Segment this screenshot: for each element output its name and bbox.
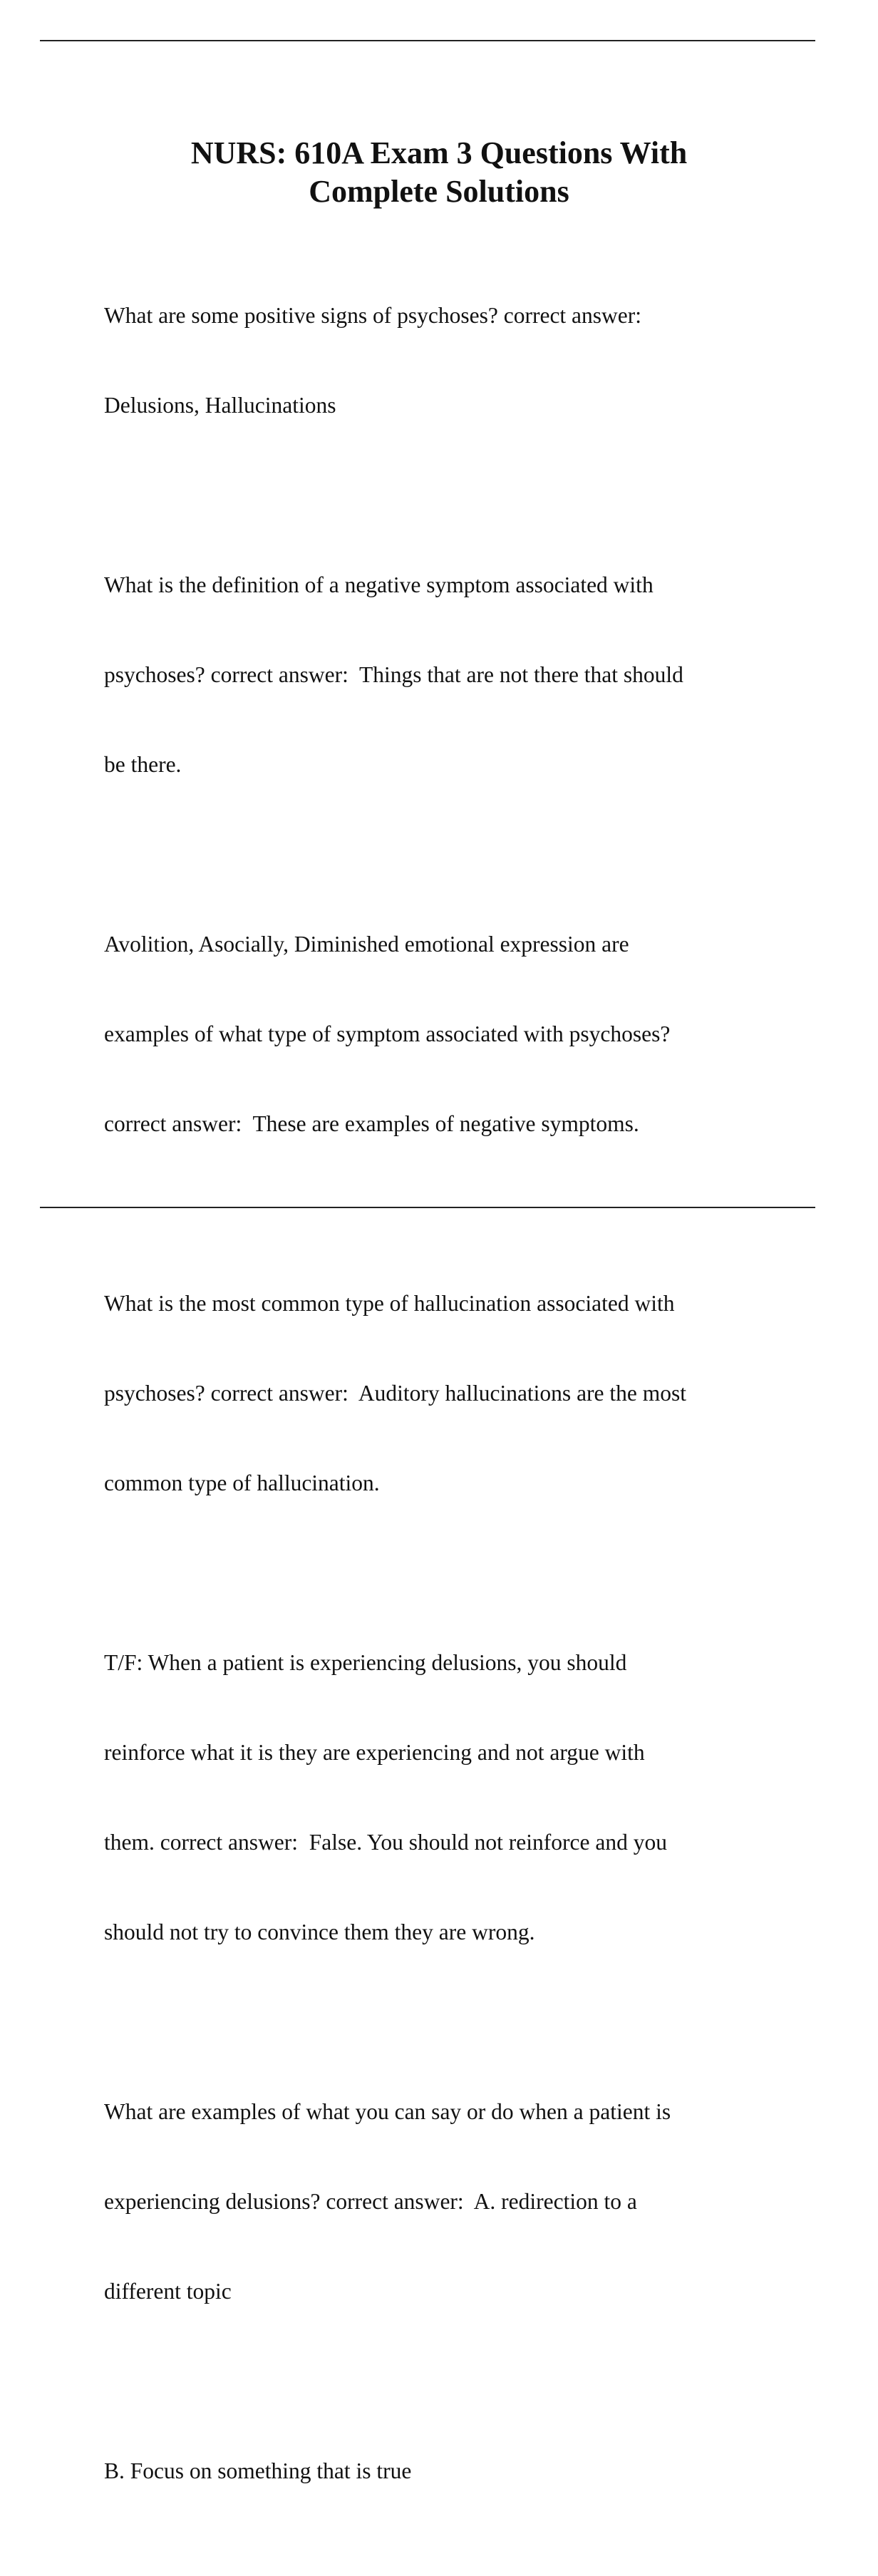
text-line: experiencing delusions? correct answer: A. redirection to a <box>104 2189 637 2214</box>
qa-item <box>104 241 788 480</box>
title-line: NURS: 610A Exam 3 Questions With <box>190 135 688 170</box>
text-line: should not try to convince them they are wrong. <box>104 1920 535 1944</box>
text-line: What is the definition of a negative symptom associated with <box>104 572 654 597</box>
text-line: them. correct answer: False. You should not reinforce and you <box>104 1830 667 1855</box>
text-line: B. Focus on something that is true <box>104 2458 412 2483</box>
footer-rule <box>40 1207 815 1208</box>
text-line: What are examples of what you can say or do when a patient is <box>104 2099 671 2124</box>
qa-item <box>104 1229 788 1558</box>
qa-item <box>104 2037 788 2366</box>
text-line: What are some positive signs of psychoses? correct answer: <box>104 303 642 328</box>
text-line: Delusions, Hallucinations <box>104 393 336 418</box>
text-line: be there. <box>104 752 182 777</box>
qa-item <box>104 870 788 1199</box>
document-body <box>104 241 788 2576</box>
text-line: different topic <box>104 2279 232 2304</box>
text-line: reinforce what it is they are experiencing and not argue with <box>104 1740 645 1765</box>
qa-item <box>104 1588 788 2007</box>
text-line: Avolition, Asocially, Diminished emotional expression are <box>104 932 629 957</box>
page-title <box>0 134 878 211</box>
header-rule <box>40 40 815 41</box>
text-line: common type of hallucination. <box>104 1470 380 1495</box>
text-line: examples of what type of symptom associated with psychoses? <box>104 1021 671 1046</box>
qa-item <box>104 2396 788 2546</box>
text-line: correct answer: These are examples of negative symptoms. <box>104 1111 639 1136</box>
title-line: Complete Solutions <box>309 174 569 209</box>
text-line: What is the most common type of hallucination associated with <box>104 1291 675 1316</box>
text-line: T/F: When a patient is experiencing delusions, you should <box>104 1650 627 1675</box>
text-line: psychoses? correct answer: Auditory hallucinations are the most <box>104 1381 687 1406</box>
qa-item <box>104 510 788 840</box>
text-line: psychoses? correct answer: Things that are not there that should <box>104 662 683 687</box>
